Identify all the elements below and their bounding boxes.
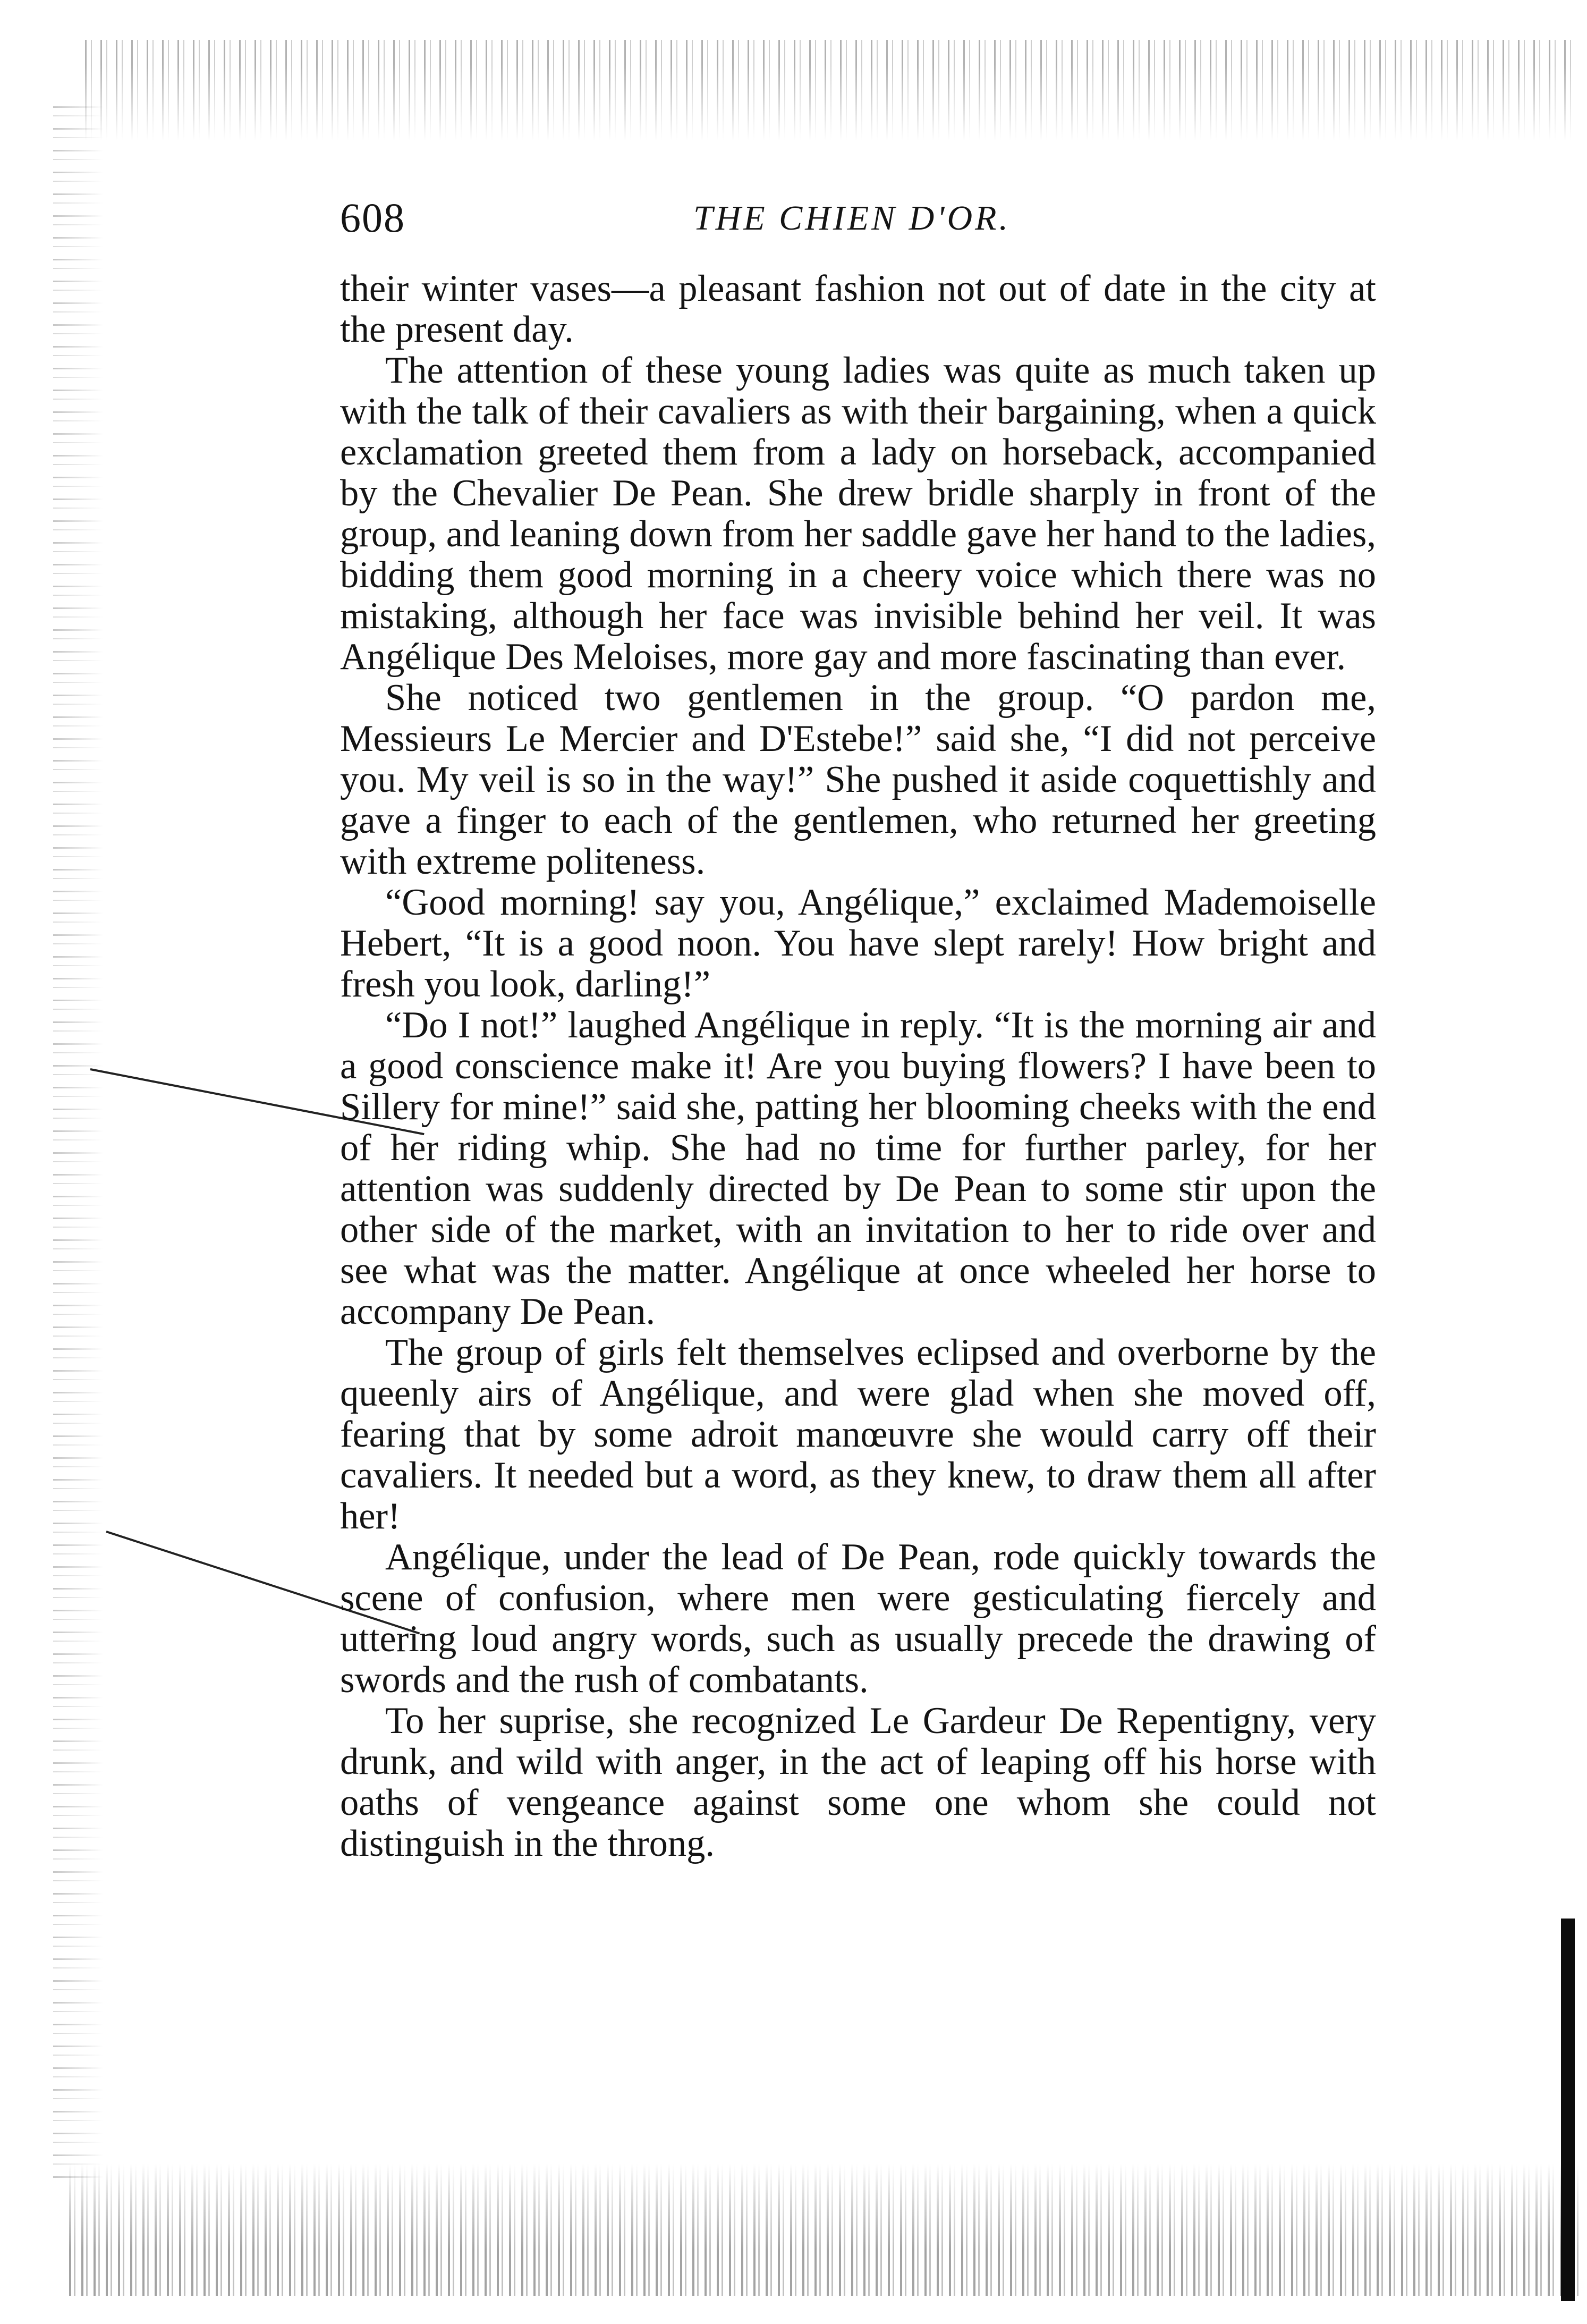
paragraph: To her suprise, she recognized Le Gardeur De Repentigny, very drunk, and wild with anger, in the act of leaping off his horse with oaths of vengeance against some one whom she could not distinguish in the throng.	[340, 1700, 1376, 1864]
scan-artifact-right-bar	[1561, 1919, 1575, 2301]
paragraph: The attention of these young ladies was quite as much taken up with the talk of their cavaliers as with their bargaining, when a quick exclamation greeted them from a lady on horseback, accompanied by the Chevalier De Pean. She drew bridle sharply in front of the group, and leaning down from her saddle gave her hand to the ladies, bidding them good morning in a cheery voice which there was no mistaking, although her face was invisible behind her veil. It was Angélique Des Meloises, more gay and more fascinating than ever.	[340, 350, 1376, 678]
paragraph: their winter vases—a pleasant fashion not out of date in the city at the present day.	[340, 268, 1376, 350]
paragraph: She noticed two gentlemen in the group. “O pardon me, Messieurs Le Mercier and D'Estebe!” said she, “I did not perceive you. My veil is so in the way!” She pushed it aside coquettishly and gave a finger to each of the gentlemen, who returned her greeting with extreme politeness.	[340, 677, 1376, 882]
paragraph: “Good morning! say you, Angélique,” exclaimed Mademoiselle Hebert, “It is a good noon. You have slept rarely! How bright and fresh you look, darling!”	[340, 882, 1376, 1005]
running-title: THE CHIEN D'OR.	[693, 199, 1011, 238]
scan-noise-top-edge	[85, 40, 1573, 141]
scan-noise-left-edge	[53, 106, 104, 2179]
body-text	[340, 268, 1376, 1864]
paragraph: The group of girls felt themselves eclipsed and overborne by the queenly airs of Angélique, and were glad when she moved off, fearing that by some adroit manœuvre she would carry off their cavaliers. It needed but a word, as they knew, to draw them all after her!	[340, 1332, 1376, 1537]
running-head	[340, 194, 1509, 252]
scan-noise-bottom-edge	[69, 2163, 1583, 2296]
paragraph: Angélique, under the lead of De Pean, rode quickly towards the scene of confusion, where men were gesticulating fiercely and uttering loud angry words, such as usually precede the drawing of swords and the rush of combatants.	[340, 1536, 1376, 1701]
page-number: 608	[340, 195, 405, 241]
paragraph: “Do I not!” laughed Angélique in reply. “It is the morning air and a good conscience make it! Are you buying flowers? I have been to Sillery for mine!” said she, patting her blooming cheeks with the end of her riding whip. She had no time for further parley, for her attention was suddenly directed by De Pean to some stir upon the other side of the market, with an invitation to her to ride over and see what was the matter. Angélique at once wheeled her horse to accompany De Pean.	[340, 1004, 1376, 1332]
